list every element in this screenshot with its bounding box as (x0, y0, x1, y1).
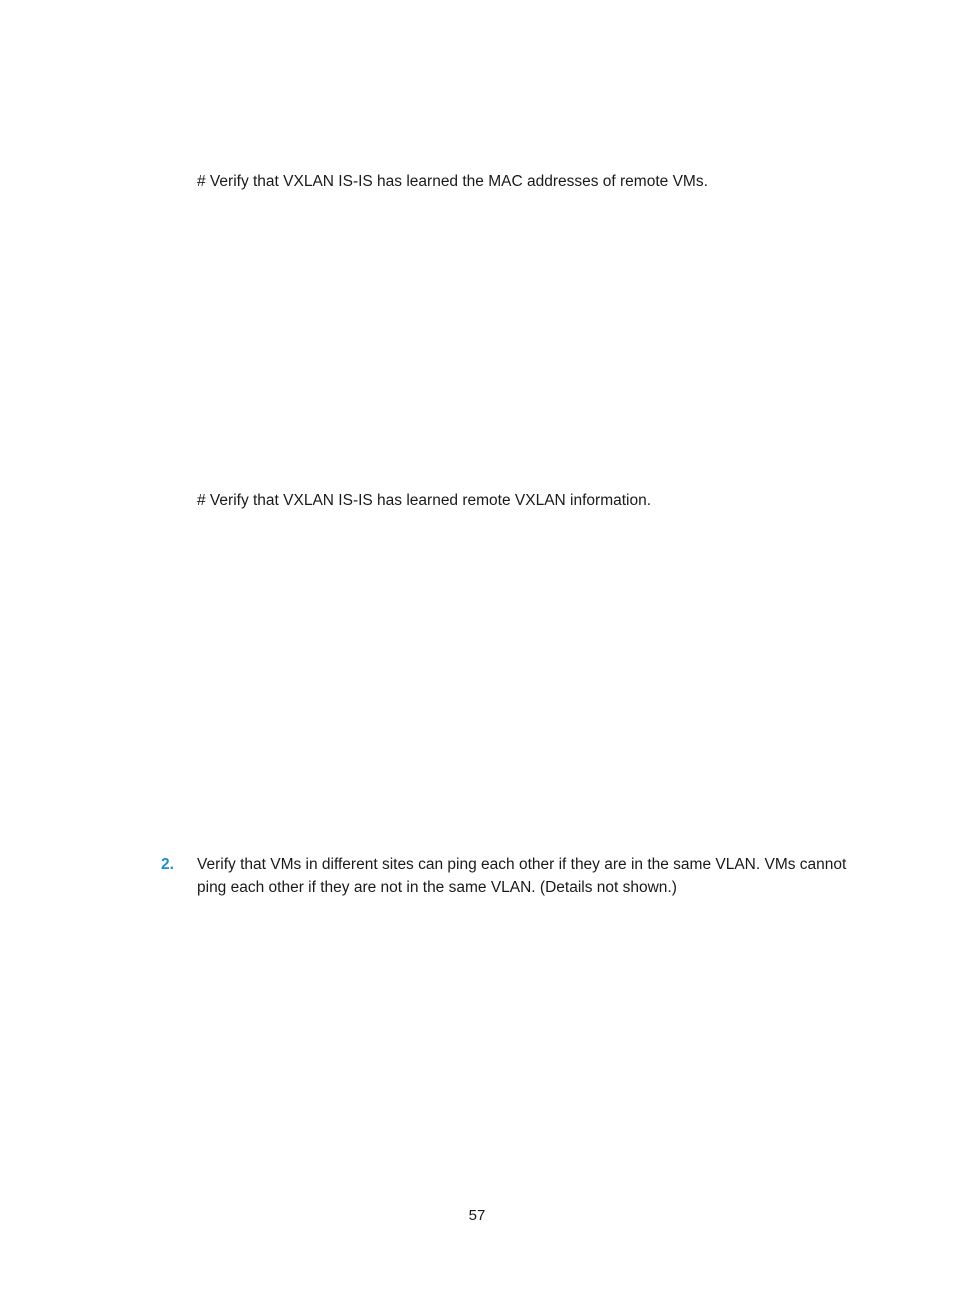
page-number: 57 (468, 1207, 486, 1224)
step-text-line-2: ping each other if they are not in the same VLAN. (Details not shown.) (197, 879, 677, 896)
step-text-line-1: Verify that VMs in different sites can ping each other if they are in the same VLAN. VMs cannot (197, 856, 847, 873)
verify-vxlan-comment: # Verify that VXLAN IS-IS has learned remote VXLAN information. (197, 492, 652, 509)
verify-mac-comment: # Verify that VXLAN IS-IS has learned the MAC addresses of remote VMs. (197, 173, 708, 190)
step-number: 2. (161, 856, 174, 873)
step-text (197, 853, 861, 899)
